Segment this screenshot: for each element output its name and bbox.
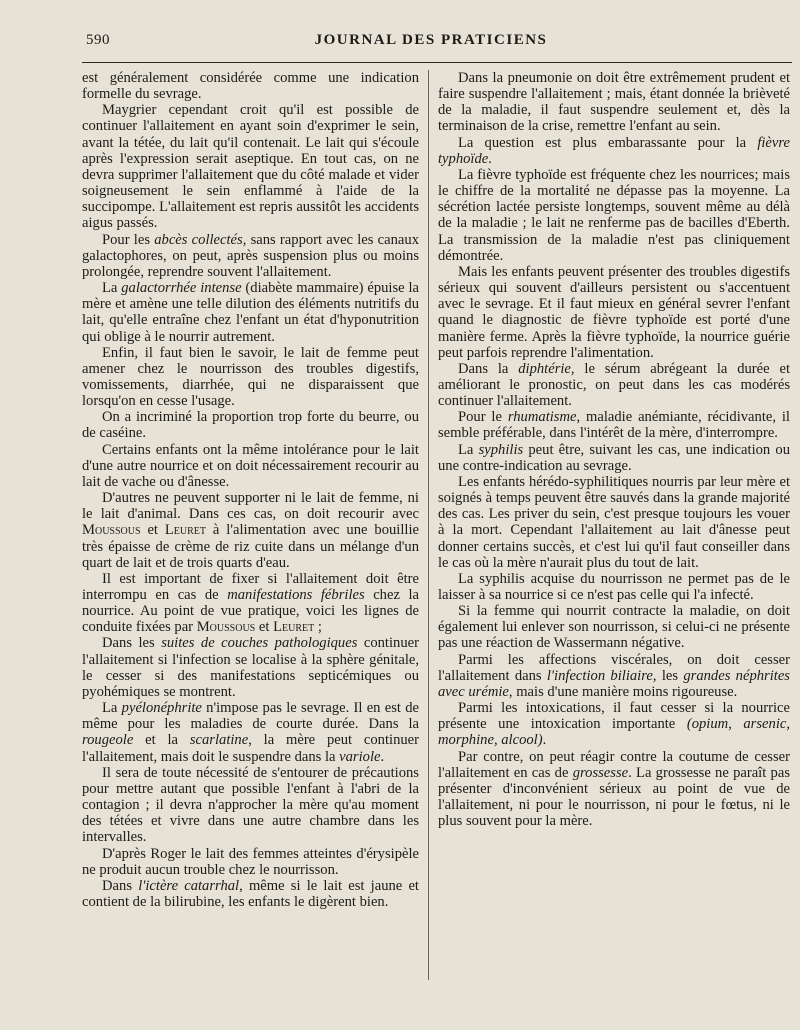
- paragraph: Dans la pneumonie on doit être extrêmement prudent et faire suspendre l'allaitement ; mais, étant donnée la brièveté de la maladie, il faut suspendre seulement et, dès la terminaison de la crise, remettre l'enfant au sein.: [438, 70, 790, 135]
- paragraph: Certains enfants ont la même intolérance pour le lait d'une autre nourrice et on doit nécessairement recourir au lait de vache ou d'ânesse.: [82, 441, 419, 490]
- paragraph: Pour le rhumatisme, maladie anémiante, récidivante, il semble préférable, dans l'intérêt de la mère, d'interrompre.: [438, 409, 790, 442]
- paragraph: D'autres ne peuvent supporter ni le lait de femme, ni le lait d'animal. Dans ces cas, on doit recourir avec Moussous et Leuret à l'alimentation avec une bouillie très épaisse de crème de riz cuite dans un mélange d'un quart de lait et de trois quarts d'eau.: [82, 490, 419, 571]
- paragraph: Parmi les intoxications, il faut cesser si la nourrice présente une intoxication importante (opium, arsenic, morphine, alcool).: [438, 700, 790, 749]
- column-separator: [428, 70, 429, 980]
- paragraph: Dans la diphtérie, le sérum abrégeant la durée et améliorant le pronostic, on peut dans les cas modérés continuer l'allaitement.: [438, 360, 790, 410]
- paragraph: est généralement considérée comme une indication formelle du sevrage.: [82, 70, 419, 103]
- running-header: [82, 30, 780, 52]
- paragraph: Dans l'ictère catarrhal, même si le lait est jaune et contient de la bilirubine, les enfants le digèrent bien.: [82, 877, 419, 910]
- paragraph: Enfin, il faut bien le savoir, le lait de femme peut amener chez le nourrisson des troubles digestifs, vomissements, diarrhée, qui ne disparaissent que lorsqu'on en cesse l'usage.: [82, 344, 419, 410]
- paragraph: La syphilis acquise du nourrisson ne permet pas de le laisser à sa nourrice si ce n'est pas celle qui l'a infecté.: [438, 570, 790, 603]
- paragraph: La galactorrhée intense (diabète mammaire) épuise la mère et amène une telle dilution des éléments nutritifs du lait, qu'elle entraîne chez l'enfant un état d'hyponutrition qui oblige à le nourrir autrement.: [82, 280, 420, 345]
- paragraph: Il est important de fixer si l'allaitement doit être interrompu en cas de manifestations fébriles chez la nourrice. Au point de vue pratique, voici les lignes de conduite fixées par Moussous et Leuret ;: [82, 570, 419, 636]
- left-column: [82, 70, 419, 910]
- page-number: 590: [86, 32, 110, 48]
- paragraph: La question est plus embarassante pour la fièvre typhoïde.: [438, 134, 790, 167]
- paragraph: Les enfants hérédo-syphilitiques nourris par leur mère et soignés à temps peuvent être sauvés dans la grande majorité des cas. Les priver du sein, c'est presque toujours les vouer à la mort. Cependant l'allaitement au lait d'ânesse peut donner certains succès, et c'est lui qu'il faut conseiller dans le cas où la mère n'aurait plus du tout de lait.: [438, 473, 790, 571]
- paragraph: Il sera de toute nécessité de s'entourer de précautions pour mettre autant que possible l'enfant à l'abri de la contagion ; il devra n'approcher la mère qu'au moment des tétées et vivre dans une autre chambre dans les intervalles.: [82, 764, 419, 846]
- header-rule: [82, 62, 792, 63]
- paragraph: Pour les abcès collectés, sans rapport avec les canaux galactophores, on peut, après suspension plus ou moins prolongée, reprendre souvent l'allaitement.: [82, 231, 419, 280]
- right-column: [438, 70, 790, 829]
- paragraph: Par contre, on peut réagir contre la coutume de cesser l'allaitement en cas de grossesse. La grossesse ne paraît pas présenter d'inconvénient sérieux au point de vue de l'allaitement, ni pour le nourrisson, ni pour le fœtus, ni le plus souvent pour la mère.: [438, 748, 791, 830]
- paragraph: On a incriminé la proportion trop forte du beurre, ou de caséine.: [82, 409, 419, 442]
- paragraph: Dans les suites de couches pathologiques continuer l'allaitement si l'infection se localise à la sphère génitale, le cesser si des manifestations septicémiques ou pyohémiques se montrent.: [82, 635, 419, 700]
- paragraph: La syphilis peut être, suivant les cas, une indication ou une contre-indication au sevrage.: [438, 441, 791, 474]
- paragraph: Mais les enfants peuvent présenter des troubles digestifs sérieux qui souvent d'ailleurs persistent ou s'accentuent avec le sevrage. Et il faut mieux en général sevrer l'enfant quand le diagnostic de fièvre typhoïde est porté d'une manière ferme. Après la fièvre typhoïde, la nourrice guérie peut parfois reprendre l'alimentation.: [438, 263, 790, 361]
- paragraph: Maygrier cependant croit qu'il est possible de continuer l'allaitement en ayant soin d'exprimer le sein, avant la tétée, du lait qu'il contenait. Le lait qui s'écoule après l'expression serait aseptique. En tout cas, on ne devra supprimer l'allaitement que du côté malade et vider soigneusement le sein enflammé à l'aide de la succipompe. L'allaitement est repris aussitôt les accidents aigus passés.: [82, 102, 419, 232]
- paragraph: La fièvre typhoïde est fréquente chez les nourrices; mais le chiffre de la mortalité ne dépasse pas la moyenne. La sécrétion lactée persiste longtemps, souvent même au délà de la maladie ; le lait ne renferme pas de bacilles d'Eberth. La transmission de la maladie n'est pas cliniquement démontrée.: [438, 166, 790, 264]
- journal-title: JOURNAL DES PRATICIENS: [314, 32, 548, 48]
- paragraph: La pyélonéphrite n'impose pas le sevrage. Il en est de même pour les maladies de courte durée. Dans la rougeole et la scarlatine, la mère peut continuer l'allaitement, mais doit le suspendre dans la variole.: [82, 700, 419, 765]
- paragraph: D'après Roger le lait des femmes atteintes d'érysipèle ne produit aucun trouble chez le nourrisson.: [82, 845, 419, 878]
- paragraph: Parmi les affections viscérales, on doit cesser l'allaitement dans l'infection biliaire, les grandes néphrites avec urémie, mais d'une manière moins rigoureuse.: [438, 651, 790, 700]
- paragraph: Si la femme qui nourrit contracte la maladie, on doit également lui enlever son nourrisson, si celui-ci ne présente pas une réaction de Wassermann négative.: [438, 603, 790, 652]
